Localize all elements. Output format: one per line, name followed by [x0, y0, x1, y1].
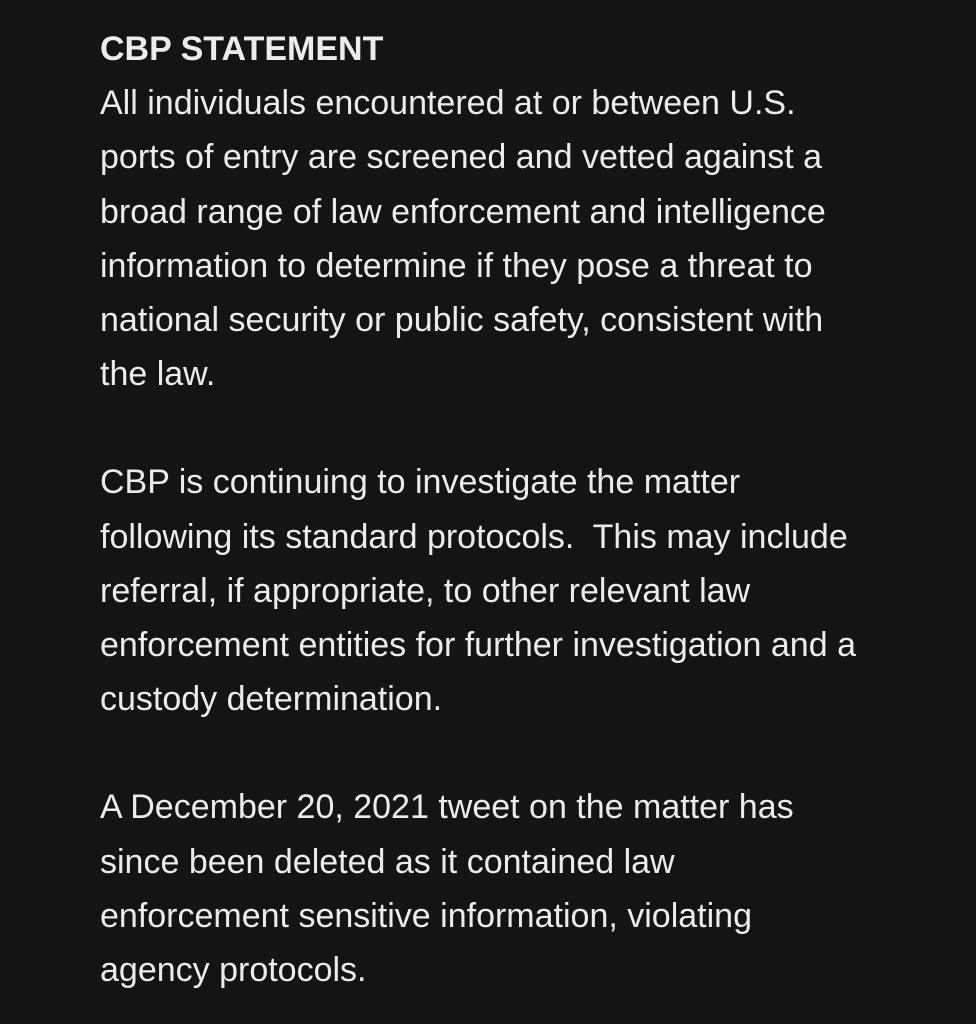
- paragraph-line: information to determine if they pose a threat to: [100, 246, 813, 285]
- statement-title: CBP STATEMENT: [100, 30, 384, 68]
- paragraph-line: enforcement sensitive information, violating: [100, 896, 752, 935]
- paragraph-line: All individuals encountered at or between U.S.: [100, 84, 796, 123]
- paragraph-spacer: [100, 401, 960, 455]
- paragraph-line: broad range of law enforcement and intelligence: [100, 192, 826, 231]
- paragraph-line: national security or public safety, consistent with: [100, 301, 824, 340]
- paragraph-line: the law.: [100, 355, 216, 394]
- paragraph-line: referral, if appropriate, to other relevant law: [100, 571, 751, 610]
- statement-paragraph-3: [100, 780, 960, 997]
- paragraph-line: custody determination.: [100, 680, 443, 719]
- paragraph-spacer: [100, 726, 960, 780]
- statement-paragraph-2: [100, 455, 960, 726]
- paragraph-line: A December 20, 2021 tweet on the matter has: [100, 788, 794, 827]
- paragraph-line: agency protocols.: [100, 951, 367, 990]
- cbp-statement: [100, 22, 960, 997]
- paragraph-line: CBP is continuing to investigate the matter: [100, 463, 741, 502]
- statement-paragraph-1: [100, 76, 960, 401]
- paragraph-line: since been deleted as it contained law: [100, 842, 675, 881]
- paragraph-line: ports of entry are screened and vetted against a: [100, 138, 823, 177]
- paragraph-line: following its standard protocols. This may include: [100, 517, 848, 556]
- paragraph-line: enforcement entities for further investigation and a: [100, 626, 856, 665]
